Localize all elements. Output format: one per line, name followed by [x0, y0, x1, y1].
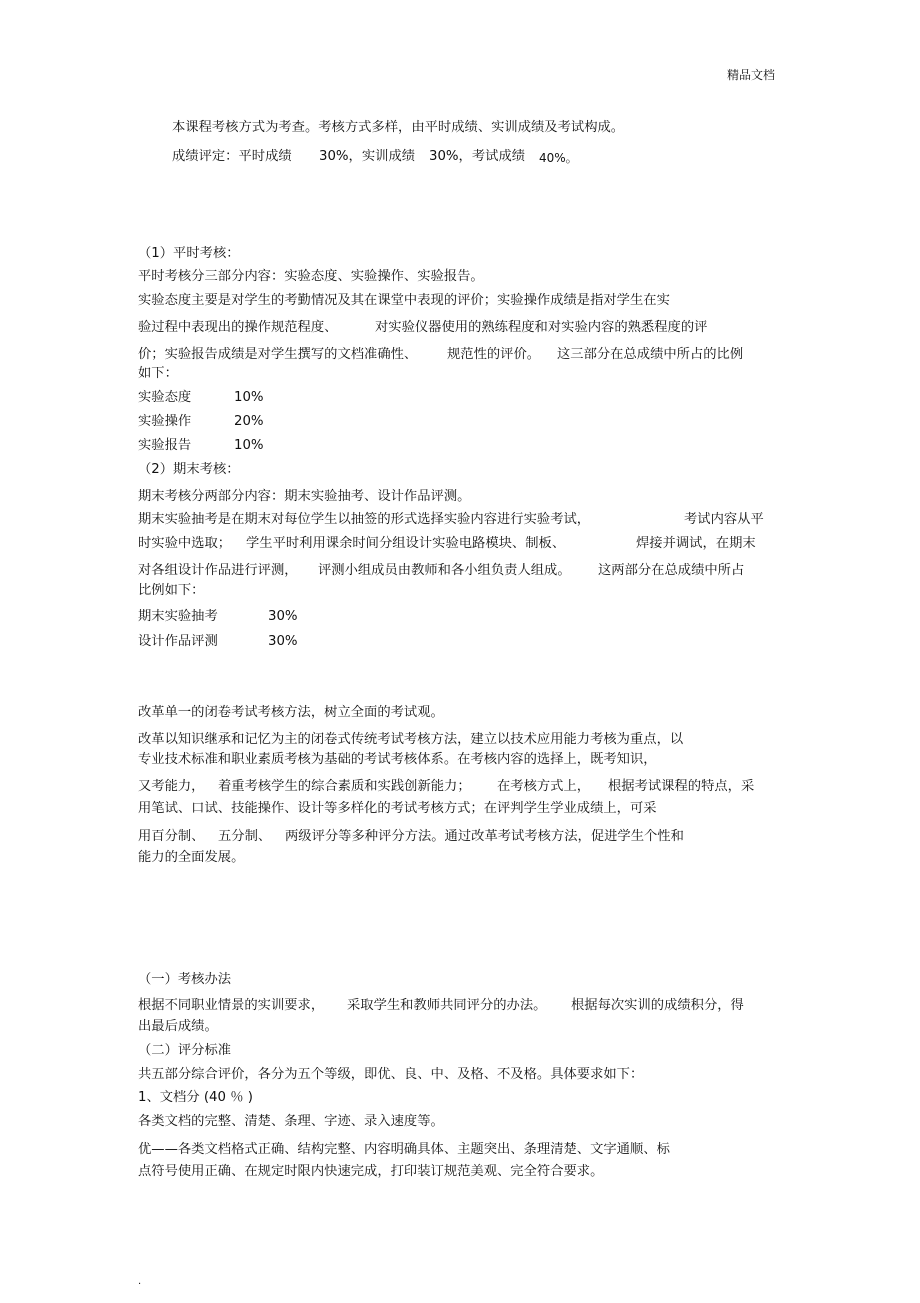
section2-line: 期末考核分两部分内容：期末实验抽考、设计作品评测。	[138, 489, 471, 504]
footer-dot: .	[138, 1276, 142, 1287]
score-item-value: 20%	[234, 414, 264, 429]
reform-line: 改革单一的闭卷考试考核方法，树立全面的考试观。	[138, 705, 444, 720]
reform-line: 用笔试、口试、技能操作、设计等多样化的考试考核方式；在评判学生学业成绩上，可采	[138, 801, 657, 816]
reform-line: 用百分制、	[138, 829, 205, 844]
part3-line: 根据不同职业情景的实训要求，	[138, 998, 325, 1013]
page-header-label: 精品文档	[727, 68, 776, 82]
intro-percent-3: 40%。	[539, 151, 578, 165]
section1-title: （1）平时考核：	[138, 246, 240, 261]
reform-line: 根据考试课程的特点，采	[608, 779, 755, 794]
score-item-value: 30%	[268, 634, 298, 649]
part3-line: 优——各类文档格式正确、结构完整、内容明确具体、主题突出、条理清楚、文字通顺、标	[138, 1142, 670, 1157]
intro-line-1: 本课程考核方式为考查。考核方式多样，由平时成绩、实训成绩及考试构成。	[172, 120, 625, 135]
section1-line: 验过程中表现出的操作规范程度、	[138, 320, 338, 335]
intro-percent-1: 30%，实训成绩	[319, 149, 416, 164]
section1-line: 对实验仪器使用的熟练程度和对实验内容的熟悉程度的评	[375, 320, 708, 335]
section1-line: 价；实验报告成绩是对学生撰写的文档准确性、	[138, 347, 418, 362]
part3-title-2: （二）评分标准	[138, 1043, 232, 1058]
part3-title-1: （一）考核办法	[138, 972, 232, 987]
score-item-name: 实验操作	[138, 414, 192, 429]
section1-line: 如下：	[138, 366, 178, 381]
reform-line: 能力的全面发展。	[138, 850, 245, 865]
part3-line: 共五部分综合评价，各分为五个等级，即优、良、中、及格、不及格。具体要求如下：	[138, 1067, 644, 1082]
section2-title: （2）期末考核：	[138, 462, 240, 477]
section2-line: 学生平时利用课余时间分组设计实验电路模块、制板、	[246, 536, 566, 551]
section1-line: 规范性的评价。	[447, 347, 541, 362]
reform-line: 专业技术标准和职业素质考核为基础的考试考核体系。在考核内容的选择上，既考知识，	[138, 752, 657, 767]
intro-percent-2: 30%，考试成绩	[429, 149, 526, 164]
score-item-name: 期末实验抽考	[138, 609, 218, 624]
part3-line: 采取学生和教师共同评分的办法。	[347, 998, 547, 1013]
reform-line: 五分制、	[218, 829, 272, 844]
section2-line: 考试内容从平	[684, 512, 764, 527]
section2-line: 焊接并调试，在期末	[636, 536, 756, 551]
section2-line: 对各组设计作品进行评测，	[138, 563, 298, 578]
section1-line: 这三部分在总成绩中所占的比例	[557, 347, 744, 362]
score-item-name: 设计作品评测	[138, 634, 218, 649]
score-item-name: 实验报告	[138, 438, 192, 453]
part3-line: 点符号使用正确、在规定时限内快速完成，打印装订规范美观、完全符合要求。	[138, 1164, 604, 1179]
part3-item-1: 1、文档分 (40 ％ )	[138, 1090, 253, 1105]
section2-line: 评测小组成员由教师和各小组负责人组成。	[318, 563, 571, 578]
section1-line: 平时考核分三部分内容：实验态度、实验操作、实验报告。	[138, 269, 484, 284]
intro-prefix: 成绩评定：平时成绩	[172, 149, 292, 164]
score-item-value: 10%	[234, 438, 264, 453]
score-item-value: 30%	[268, 609, 298, 624]
reform-line: 又考能力，	[138, 779, 205, 794]
score-item-name: 实验态度	[138, 390, 192, 405]
reform-line: 在考核方式上，	[497, 779, 591, 794]
reform-line: 改革以知识继承和记忆为主的闭卷式传统考试考核方法，建立以技术应用能力考核为重点，以	[138, 732, 684, 747]
section2-line: 比例如下：	[138, 583, 205, 598]
part3-line: 根据每次实训的成绩积分，得	[571, 998, 744, 1013]
reform-line: 着重考核学生的综合素质和实践创新能力；	[218, 779, 471, 794]
score-item-value: 10%	[234, 390, 264, 405]
section2-line: 时实验中选取；	[138, 536, 232, 551]
part3-line: 出最后成绩。	[138, 1019, 218, 1034]
section2-line: 这两部分在总成绩中所占	[598, 563, 745, 578]
section1-line: 实验态度主要是对学生的考勤情况及其在课堂中表现的评价；实验操作成绩是指对学生在实	[138, 293, 670, 308]
reform-line: 两级评分等多种评分方法。通过改革考试考核方法，促进学生个性和	[285, 829, 684, 844]
section2-line: 期末实验抽考是在期末对每位学生以抽签的形式选择实验内容进行实验考试，	[138, 512, 591, 527]
part3-line: 各类文档的完整、清楚、条理、字迹、录入速度等。	[138, 1114, 444, 1129]
